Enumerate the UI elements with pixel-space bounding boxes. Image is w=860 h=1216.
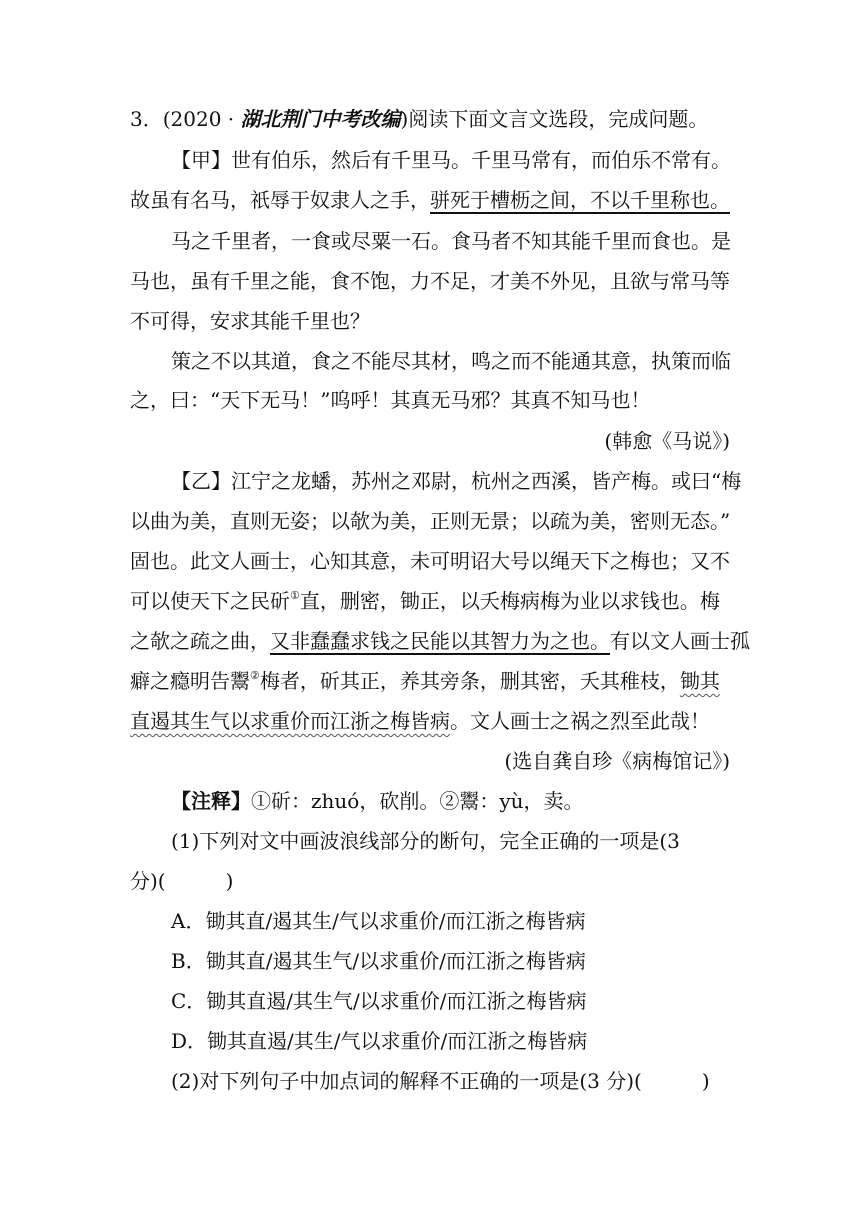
question-source-open: (2020 ·: [162, 107, 241, 131]
yi-line-6-text-b: 梅者，斫其正，养其旁条，删其密，夭其稚枝，: [259, 669, 680, 693]
sub2-stem: (2)对下列句子中加点词的解释不正确的一项是(3 分)( ): [171, 1069, 710, 1093]
yi-line-6: [130, 668, 730, 696]
yi-line-7-text-b: 。文人画士之祸之烈至此哉！: [450, 709, 710, 733]
note-marker-1: ①: [290, 589, 300, 602]
yi-line-4: [130, 588, 730, 616]
notes-text: ①斫：zhuó，砍削。②鬻：yù，卖。: [251, 789, 584, 813]
sub1-stem-line-2: 分)( ): [130, 869, 234, 893]
yi-line-2: 以曲为美，直则无姿；以欹为美，正则无景；以疏为美，密则无态。”: [130, 509, 731, 533]
jia-line-2: [130, 187, 730, 215]
yi-line-4-text-a: 可以使天下之民斫: [130, 589, 290, 613]
jia-line-1: 【甲】世有伯乐，然后有千里马。千里马常有，而伯乐不常有。: [171, 148, 731, 172]
yi-line-4-text-b: 直，删密，锄正，以夭梅病梅为业以求钱也。梅: [299, 589, 720, 613]
question-source: 湖北荆门中考改编: [240, 107, 401, 131]
yi-line-5-text-a: 之欹之疏之曲，: [130, 629, 270, 653]
notes-label: 【注释】: [171, 789, 251, 813]
option-b[interactable]: B．锄其直/遏其生气/以求重价/而江浙之梅皆病: [171, 949, 586, 973]
yi-wavy-start: 锄其: [679, 669, 720, 693]
yi-source: (选自龚自珍《病梅馆记》): [504, 749, 730, 773]
question-prompt: )阅读下面文言文选段，完成问题。: [400, 107, 709, 131]
jia-source: (韩愈《马说》): [604, 429, 730, 453]
yi-line-6-text-a: 癖之瘾明告鬻: [130, 669, 250, 693]
yi-line-5: [130, 628, 750, 656]
yi-line-7: [130, 708, 730, 736]
question-number: 3．: [130, 107, 163, 131]
jia-line-5: 不可得，安求其能千里也？: [130, 309, 370, 333]
yi-line-5-text-b: 有以文人画士孤: [610, 629, 750, 653]
jia-line-6: 策之不以其道，食之不能尽其材，鸣之而不能通其意，执策而临: [171, 349, 731, 373]
option-d[interactable]: D．锄其直遏/其生/气以求重价/而江浙之梅皆病: [171, 1029, 588, 1053]
yi-line-1: 【乙】江宁之龙蟠，苏州之邓尉，杭州之西溪，皆产梅。或曰“梅: [171, 469, 742, 493]
option-c[interactable]: C．锄其直遏/其生气/以求重价/而江浙之梅皆病: [171, 989, 587, 1013]
sub1-stem-line-1: (1)下列对文中画波浪线部分的断句，完全正确的一项是(3: [171, 829, 680, 853]
yi-underlined-sentence: 又非蠢蠢求钱之民能以其智力为之也。: [270, 629, 610, 653]
jia-underlined-sentence: 骈死于槽枥之间，不以千里称也。: [430, 188, 730, 212]
jia-line-4: 马也，虽有千里之能，食不饱，力不足，才美不外见，且欲与常马等: [130, 269, 730, 293]
jia-line-2-text: 故虽有名马，祇辱于奴隶人之手，: [130, 188, 430, 212]
yi-line-3: 固也。此文人画士，心知其意，未可明诏大号以绳天下之梅也；又不: [130, 549, 730, 573]
option-a[interactable]: A．锄其直/遏其生/气以求重价/而江浙之梅皆病: [171, 909, 586, 933]
question-heading: [130, 106, 730, 134]
jia-line-3: 马之千里者，一食或尽粟一石。食马者不知其能千里而食也。是: [171, 229, 731, 253]
note-marker-2: ②: [250, 669, 260, 682]
jia-line-7: 之，曰：“天下无马！”呜呼！其真无马邪？其真不知马也！: [130, 388, 651, 412]
notes: [171, 788, 730, 816]
yi-wavy-sentence: 直遏其生气以求重价而江浙之梅皆病: [130, 709, 450, 733]
